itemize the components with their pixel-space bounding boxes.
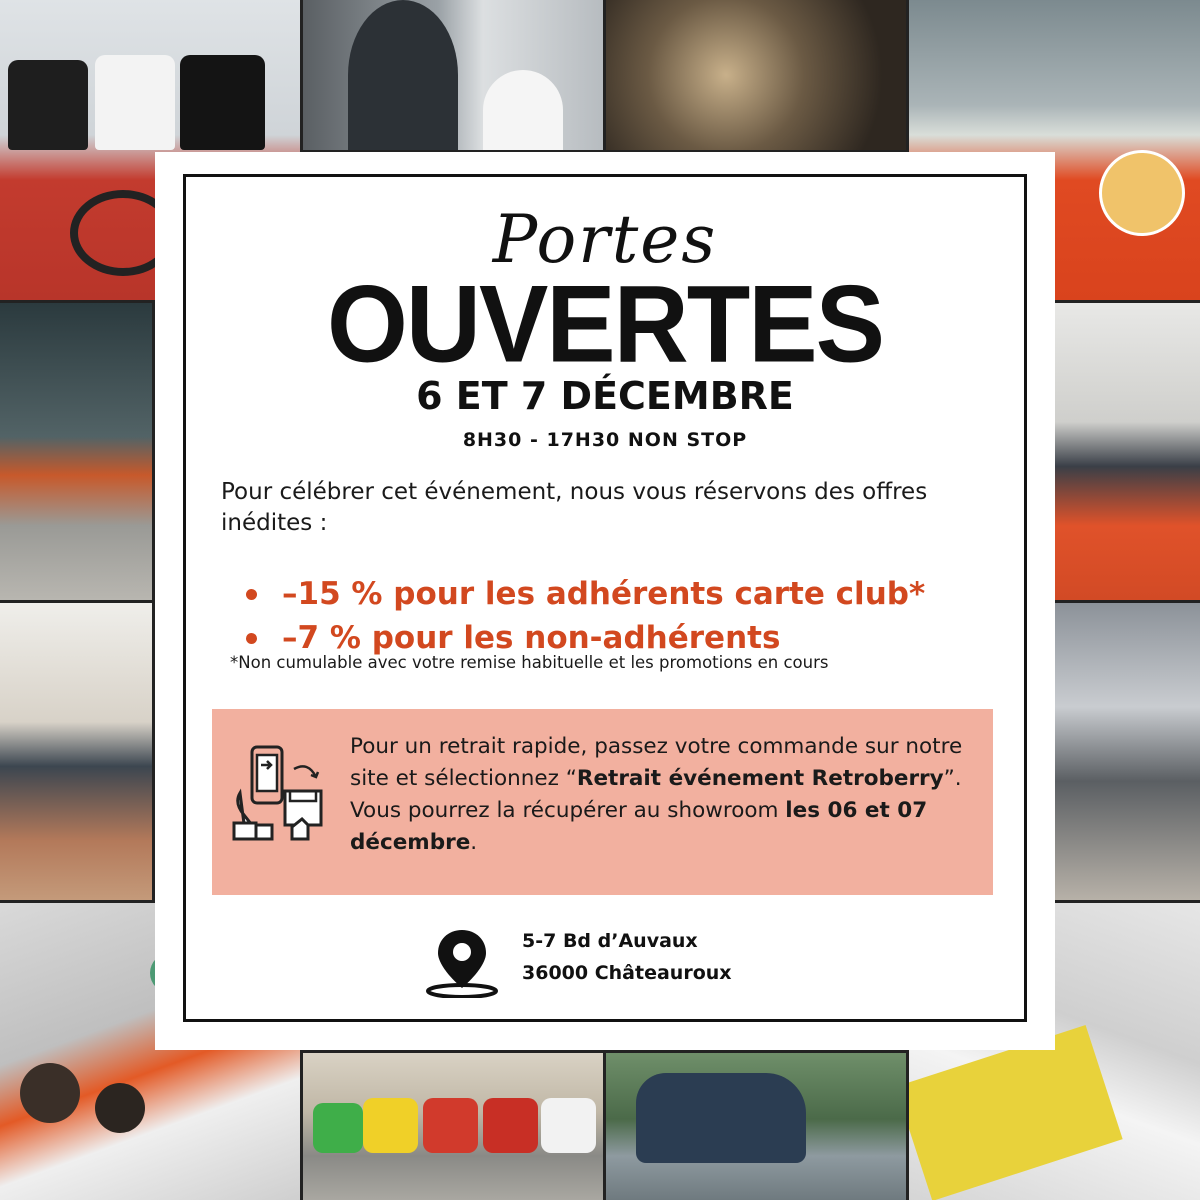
location-pin-icon bbox=[426, 928, 498, 998]
offer-item bbox=[246, 572, 1006, 616]
offer-label: –7 % pour les non-adhérents bbox=[282, 620, 781, 656]
photo-blue-2cv bbox=[606, 1053, 906, 1200]
title-main: OUVERTES bbox=[326, 264, 884, 386]
footnote: *Non cumulable avec votre remise habituelle et les promotions en cours bbox=[230, 653, 829, 672]
address-city: 36000 Châteauroux bbox=[522, 962, 732, 984]
bullet-icon bbox=[246, 633, 257, 644]
pickup-text-part: Pour un retrait rapide, passez votre commande sur notre site et sélectionnez “ bbox=[350, 734, 963, 791]
photo-staff bbox=[303, 0, 603, 150]
bullet-icon bbox=[246, 589, 257, 600]
photo-counter bbox=[1055, 303, 1200, 600]
address-block bbox=[426, 922, 826, 1002]
photo-showroom-window bbox=[0, 303, 152, 600]
pickup-text-part: ”. Vous pourrez la récupérer au showroom bbox=[350, 766, 962, 823]
title-script: Portes bbox=[492, 201, 718, 278]
event-hours: 8H30 - 17H30 NON STOP bbox=[462, 429, 748, 451]
offers-list bbox=[246, 572, 1006, 660]
photo-engine bbox=[606, 0, 906, 150]
event-card bbox=[155, 152, 1055, 1050]
pickup-box bbox=[212, 709, 993, 895]
photo-dining-hall bbox=[1055, 603, 1200, 900]
pickup-option-name: Retrait événement Retroberry bbox=[576, 766, 944, 791]
phone-order-package-icon bbox=[230, 743, 330, 843]
intro-text: Pour célébrer cet événement, nous vous réservons des offres inédites : bbox=[221, 479, 928, 536]
pickup-text bbox=[350, 731, 980, 859]
offer-label: –15 % pour les adhérents carte club* bbox=[282, 576, 926, 612]
photo-shop-interior bbox=[0, 603, 152, 900]
card-frame bbox=[183, 174, 1027, 1022]
pickup-dates: les 06 et 07 décembre bbox=[350, 798, 928, 855]
photo-2cv-rally bbox=[303, 1053, 603, 1200]
address-street: 5-7 Bd d’Auvaux bbox=[522, 930, 698, 952]
event-dates: 6 ET 7 DÉCEMBRE bbox=[416, 374, 794, 418]
pickup-text-part: . bbox=[470, 830, 478, 855]
